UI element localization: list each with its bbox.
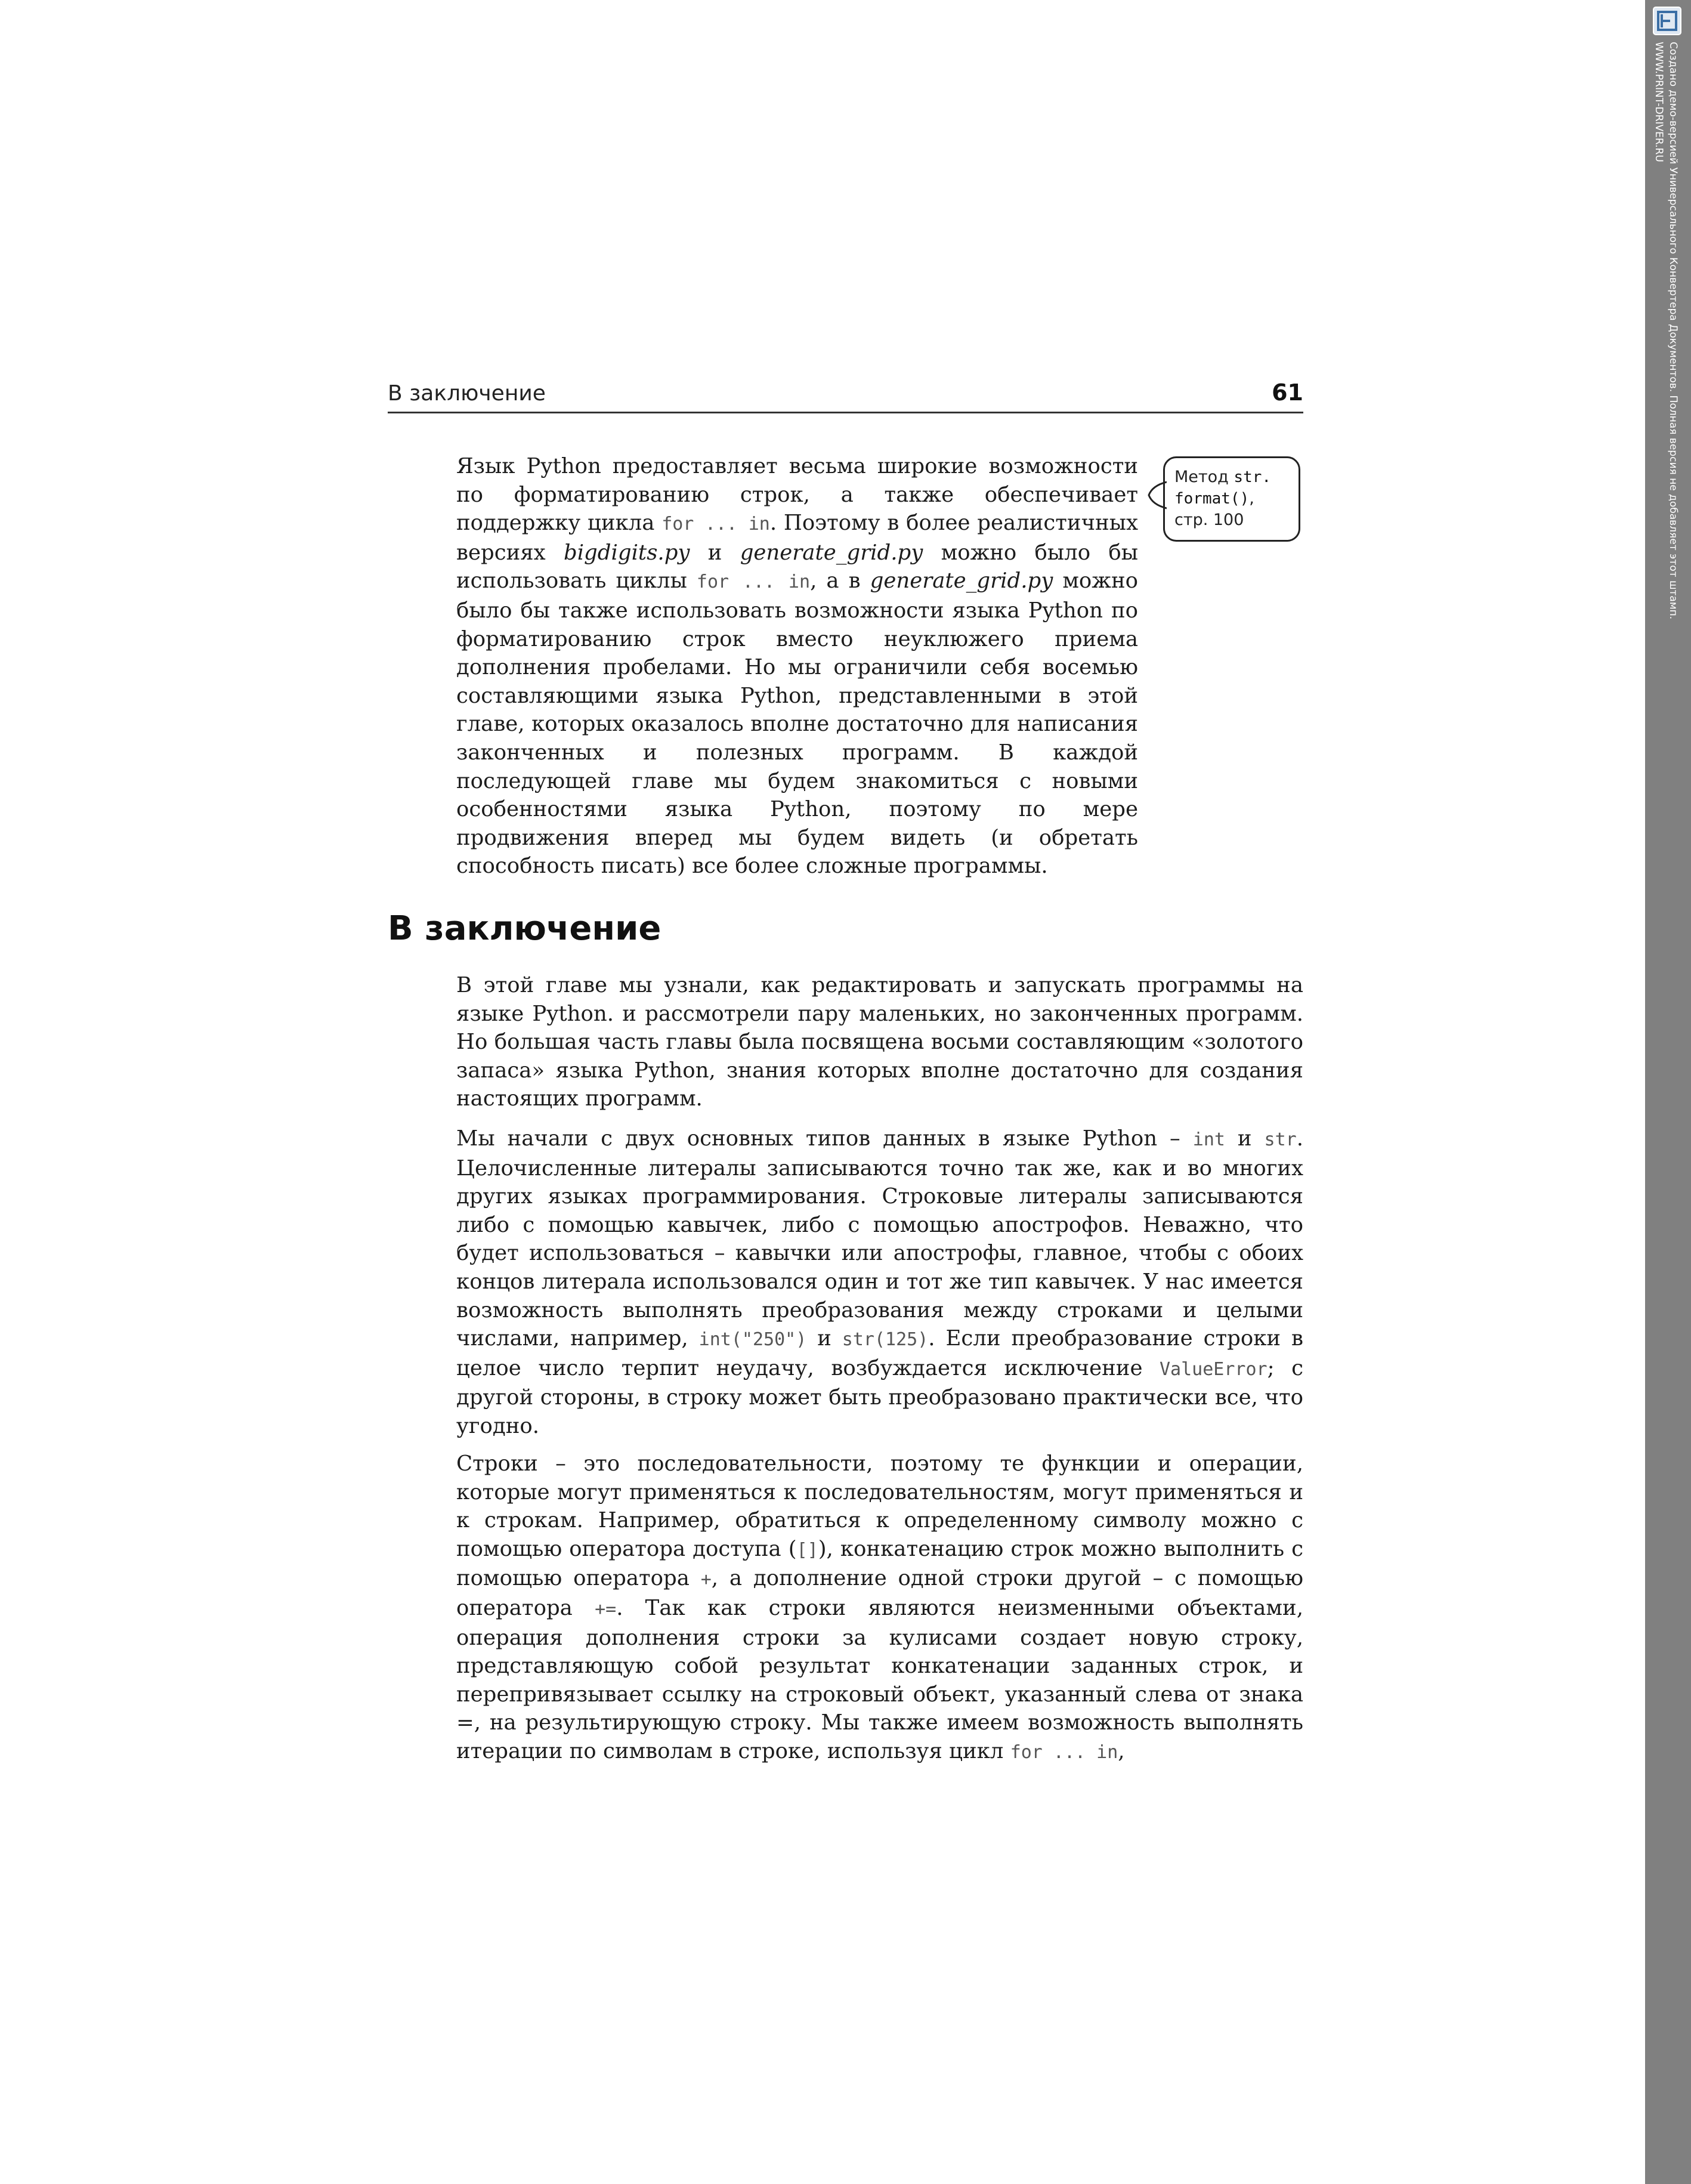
margin-note-code-format: format()	[1174, 490, 1250, 508]
watermark-text	[1652, 42, 1680, 619]
p2-text-5: . Если преобразование строки в целое число терпит неудачу, возбуждается исключение	[456, 1326, 1303, 1380]
watermark-line-1: Создано демо-версией Универсального Конвертера Документов. Полная версия не добавляет этот штамп.	[1667, 42, 1679, 620]
p2-text-2: и	[1225, 1126, 1265, 1151]
p2-code-valueerror: ValueError	[1160, 1358, 1268, 1380]
summary-paragraph-2	[456, 1125, 1303, 1441]
margin-note	[1163, 456, 1300, 542]
intro-filename-generate-grid-2: generate_grid.py	[870, 569, 1053, 594]
intro-code-for-in-1: for ... in	[661, 514, 770, 535]
intro-code-for-in-2: for ... in	[696, 572, 811, 593]
p3-code-plus: +	[700, 1569, 712, 1590]
p2-code-int: int	[1192, 1129, 1225, 1150]
intro-filename-bigdigits: bigdigits.py	[563, 540, 690, 565]
margin-note-word: Метод	[1174, 468, 1229, 486]
intro-filename-generate-grid-1: generate_grid.py	[740, 540, 923, 565]
p3-code-brackets: []	[796, 1539, 818, 1561]
p3-text-3: , а дополнение одной строки другой – с помощью оператора	[456, 1566, 1303, 1620]
intro-text-3: и	[690, 540, 740, 565]
p2-code-str-125: str(125)	[842, 1329, 929, 1351]
p3-text-5: ,	[1118, 1738, 1125, 1763]
p2-code-str: str	[1264, 1129, 1297, 1150]
intro-paragraph	[456, 452, 1138, 881]
watermark-line-2: WWW.PRINT-DRIVER.RU	[1653, 42, 1665, 162]
p3-text-4: . Так как строки являются неизменными объектами, операция дополнения строки за кулисами создает новую строку, представляющую собой результат конкатенации заданных строк, и перепривязывает ссылку на строковый объект, указанный слева от знака =, на результирующую строку. Мы также имеем возможность выполнять итерации по символам в строке, используя цикл	[456, 1595, 1303, 1763]
margin-note-page-ref: стр. 100	[1174, 511, 1244, 529]
p3-code-for-in: for ... in	[1010, 1741, 1118, 1763]
p3-text-2: ), конкатенацию строк можно выполнить с помощью оператора	[456, 1536, 1303, 1591]
p3-text-1: Строки – это последовательности, поэтому те функции и операции, которые могут применяться к последовательностям, могут применяться и к строкам. Например, обратиться к определенному символу можно с помощью оператора доступа (	[456, 1451, 1303, 1561]
intro-text-4: можно было бы использовать циклы	[456, 540, 1138, 594]
margin-note-comma: ,	[1249, 489, 1254, 508]
intro-text-5: , а в	[810, 569, 870, 594]
converter-logo-icon	[1652, 6, 1682, 36]
p2-code-int-250: int("250")	[698, 1329, 807, 1351]
p2-text-3: . Целочисленные литералы записываются точно так же, как и во многих других языках программирования. Строковые литералы записываются либо с помощью кавычек, либо с помощью апострофов. Неважно, что будет использоваться – кавычки или апострофы, главное, чтобы с обоих концов литерала использовался один и тот же тип кавычек. У нас имеется возможность выполнять преобразования между строками и целыми числами, например,	[456, 1126, 1303, 1351]
intro-text-1: Язык Python предоставляет весьма широкие возможности по форматированию строк, а также обеспечивает поддержку цикла	[456, 454, 1138, 536]
running-title: В заключение	[388, 381, 546, 406]
intro-text-6: можно было бы также использовать возможности языка Python по форматированию строк вместо неуклюжего приема дополнения пробелами. Но мы ограничили себя восемью составляющими языка Python, представленными в этой главе, которых оказалось вполне достаточно для написания законченных и полезных программ. В каждой последующей главе мы будем знакомиться с новыми особенностями языка Python, поэтому по мере продвижения вперед мы будем видеть (и обретать способность писать) все более сложные программы.	[456, 569, 1138, 879]
page-number: 61	[1272, 379, 1303, 406]
p2-text-4: и	[806, 1326, 842, 1351]
section-heading: В заключение	[388, 909, 661, 948]
intro-text-2: . Поэтому в более реалистичных версиях	[456, 511, 1138, 565]
p3-code-plus-equals: +=	[595, 1598, 617, 1620]
summary-paragraph-1: В этой главе мы узнали, как редактировать и запускать программы на языке Python. и рассмотрели пару маленьких, но законченных программ. Но большая часть главы была посвящена восьми составляющим «золотого запаса» языка Python, знания которых вполне достаточно для создания настоящих программ.	[456, 973, 1303, 1111]
running-header	[388, 370, 1303, 413]
p2-text-6: ; с другой стороны, в строку может быть преобразовано практически все, что угодно.	[456, 1355, 1303, 1438]
p2-text-1: Мы начали с двух основных типов данных в языке Python –	[456, 1126, 1193, 1151]
margin-note-code-str: str.	[1234, 468, 1272, 486]
summary-paragraph-3	[456, 1450, 1303, 1767]
